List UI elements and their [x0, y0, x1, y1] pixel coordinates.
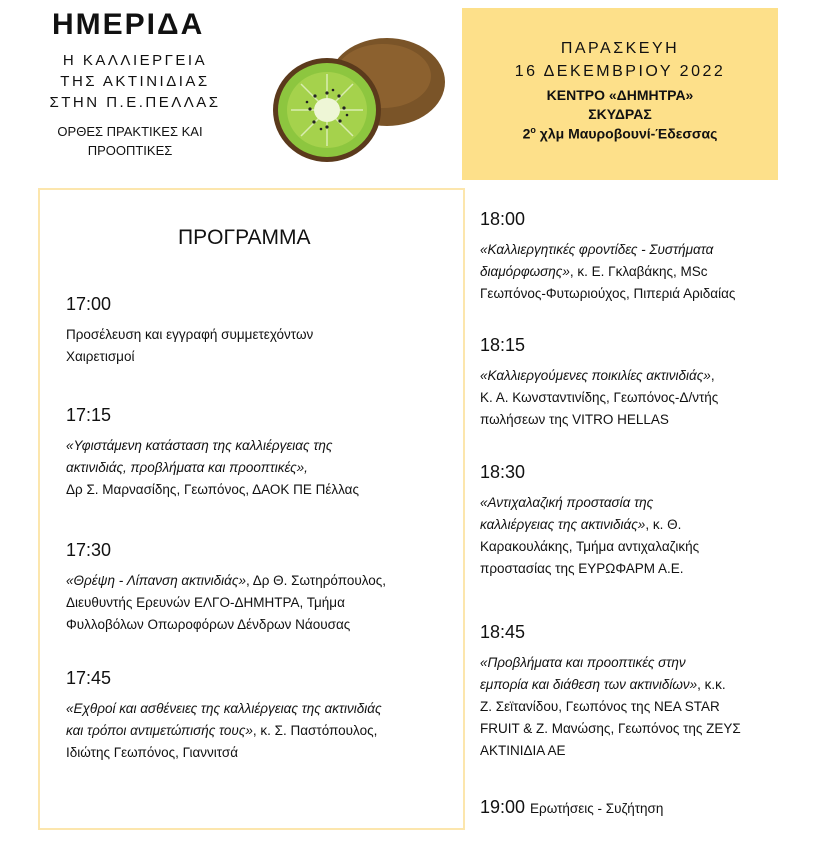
slot-description: [480, 365, 780, 431]
slot-line: [66, 435, 446, 457]
slot-speaker: Χαιρετισμοί: [66, 349, 135, 364]
slot-speaker: Γεωπόνος-Φυτωριούχος, Πιπεριά Αριδαίας: [480, 286, 736, 301]
slot-speaker: Δρ Σ. Μαρνασίδης, Γεωπόνος, ΔΑΟΚ ΠΕ Πέλλας: [66, 482, 359, 497]
slot-line: [66, 570, 446, 592]
slot-speaker: FRUIT & Ζ. Μανώσης, Γεωπόνος της ΖΕΥΣ: [480, 721, 741, 736]
slot-description: [66, 698, 446, 764]
slot-line: [480, 740, 780, 762]
slot-time: 19:00: [480, 797, 526, 817]
slot-time: 17:45: [66, 668, 112, 688]
slot-time: 18:45: [480, 622, 526, 642]
slot-line: [480, 492, 780, 514]
tagline-line: ΠΡΟΟΠΤΙΚΕΣ: [87, 143, 173, 158]
address-road: χλμ Μαυροβουνί-Έδεσσας: [535, 125, 718, 142]
slot-speaker: Ιδιώτης Γεωπόνος, Γιαννιτσά: [66, 745, 239, 760]
address-number: 2: [522, 125, 531, 142]
event-subtitle: [30, 50, 240, 113]
slot-topic: διαμόρφωσης»: [480, 264, 570, 279]
slot-speaker: Καρακουλάκης, Τμήμα αντιχαλαζικής: [480, 539, 700, 554]
program-slot: [66, 294, 446, 368]
slot-time: 17:30: [66, 540, 112, 560]
slot-topic: «Προβλήματα και προοπτικές στην: [480, 655, 686, 670]
slot-time: 17:15: [66, 405, 112, 425]
slot-description: [480, 652, 780, 762]
program-slot: [480, 462, 780, 580]
slot-line: [480, 536, 780, 558]
subtitle-line: Η ΚΑΛΛΙΕΡΓΕΙΑ: [62, 52, 208, 69]
event-title: ΗΜΕΡΙΔΑ: [52, 8, 205, 41]
slot-speaker: , κ. Θ.: [645, 517, 682, 532]
tagline-line: ΟΡΘΕΣ ΠΡΑΚΤΙΚΕΣ ΚΑΙ: [57, 124, 203, 139]
slot-description: [480, 239, 780, 305]
slot-speaker: Προσέλευση και εγγραφή συμμετεχόντων: [66, 327, 314, 342]
slot-line: [66, 457, 446, 479]
event-tagline: [40, 122, 220, 160]
slot-line: [66, 346, 446, 368]
slot-line: [66, 324, 446, 346]
slot-speaker: , Δρ Θ. Σωτηρόπουλος,: [245, 573, 387, 588]
slot-speaker: προστασίας της ΕΥΡΩΦΑΡΜ Α.Ε.: [480, 561, 684, 576]
subtitle-line: ΤΗΣ ΑΚΤΙΝΙΔΙΑΣ: [60, 73, 210, 90]
slot-line: [480, 409, 780, 431]
slot-topic: «Καλλιεργούμενες ποικιλίες ακτινιδιάς»: [480, 368, 711, 383]
slot-speaker: , κ. Ε. Γκλαβάκης, MSc: [569, 264, 708, 279]
slot-line: [480, 261, 780, 283]
program-divider: [463, 188, 465, 828]
program-slot: [480, 797, 780, 818]
slot-topic: καλλιέργειας της ακτινιδιάς»: [480, 517, 646, 532]
kiwi-fruit-image: [265, 30, 455, 165]
slot-line: [480, 558, 780, 580]
slot-speaker: Ζ. Σεϊτανίδου, Γεωπόνος της ΝΕΑ STAR: [480, 699, 720, 714]
slot-line: [480, 696, 780, 718]
event-city: ΣΚΥΔΡΑΣ: [588, 106, 652, 122]
slot-speaker: Κ. Α. Κωνσταντινίδης, Γεωπόνος-Δ/ντής: [480, 390, 719, 405]
event-date: 16 ΔΕΚΕΜΒΡΙΟΥ 2022: [514, 63, 726, 80]
slot-speaker: ,: [710, 368, 715, 383]
program-slot: [66, 540, 446, 636]
program-title: ΠΡΟΓΡΑΜΜΑ: [178, 226, 311, 249]
slot-speaker: , κ.κ.: [697, 677, 726, 692]
program-slot: [480, 622, 780, 762]
slot-topic: «Εχθροί και ασθένειες της καλλιέργειας της ακτινιδιάς: [66, 701, 382, 716]
subtitle-line: ΣΤΗΝ Π.Ε.ΠΕΛΛΑΣ: [49, 94, 221, 111]
slot-line: [480, 239, 780, 261]
slot-line: [66, 698, 446, 720]
event-address: [462, 125, 778, 142]
slot-line: [480, 652, 780, 674]
program-slot: [480, 335, 780, 431]
slot-topic: εμπορία και διάθεση των ακτινιδίων»: [480, 677, 698, 692]
slot-line: [480, 283, 780, 305]
slot-time: 17:00: [66, 294, 112, 314]
slot-speaker: Φυλλοβόλων Οπωροφόρων Δένδρων Νάουσας: [66, 617, 351, 632]
slot-line: [480, 387, 780, 409]
slot-speaker: ΑΚΤΙΝΙΔΙΑ ΑΕ: [480, 743, 566, 758]
slot-description: Ερωτήσεις - Συζήτηση: [530, 801, 664, 816]
slot-time: 18:30: [480, 462, 526, 482]
slot-speaker: Διευθυντής Ερευνών ΕΛΓΟ-ΔΗΜΗΤΡΑ, Τμήμα: [66, 595, 345, 610]
event-info-box: [462, 8, 778, 180]
slot-description: [66, 324, 446, 368]
slot-line: [480, 365, 780, 387]
event-venue: ΚΕΝΤΡΟ «ΔΗΜΗΤΡΑ»: [546, 87, 694, 103]
slot-topic: «Καλλιεργητικές φροντίδες - Συστήματα: [480, 242, 714, 257]
slot-line: [66, 479, 446, 501]
slot-time: 18:00: [480, 209, 526, 229]
slot-description: [66, 435, 446, 501]
slot-topic: ακτινιδιάς, προβλήματα και προοπτικές»,: [66, 460, 308, 475]
event-day: ΠΑΡΑΣΚΕΥΗ: [560, 40, 680, 57]
slot-line: [480, 514, 780, 536]
slot-line: [66, 742, 446, 764]
slot-topic: «Αντιχαλαζική προστασία της: [480, 495, 654, 510]
program-slot: [66, 668, 446, 764]
slot-line: [66, 614, 446, 636]
slot-time: 18:15: [480, 335, 526, 355]
slot-description: [480, 492, 780, 580]
slot-topic: «Θρέψη - Λίπανση ακτινιδιάς»: [66, 573, 246, 588]
slot-line: [480, 674, 780, 696]
slot-description: [66, 570, 446, 636]
slot-line: [66, 720, 446, 742]
slot-topic: «Υφιστάμενη κατάσταση της καλλιέργειας της: [66, 438, 333, 453]
address-ordinal: ο: [530, 125, 536, 135]
slot-line: [480, 718, 780, 740]
slot-speaker: , κ. Σ. Παστόπουλος,: [252, 723, 378, 738]
program-slot: [66, 405, 446, 501]
slot-speaker: πωλήσεων της VITRO HELLAS: [480, 412, 669, 427]
slot-topic: και τρόποι αντιμετώπισής τους»: [66, 723, 253, 738]
program-slot: [480, 209, 780, 305]
slot-line: [66, 592, 446, 614]
